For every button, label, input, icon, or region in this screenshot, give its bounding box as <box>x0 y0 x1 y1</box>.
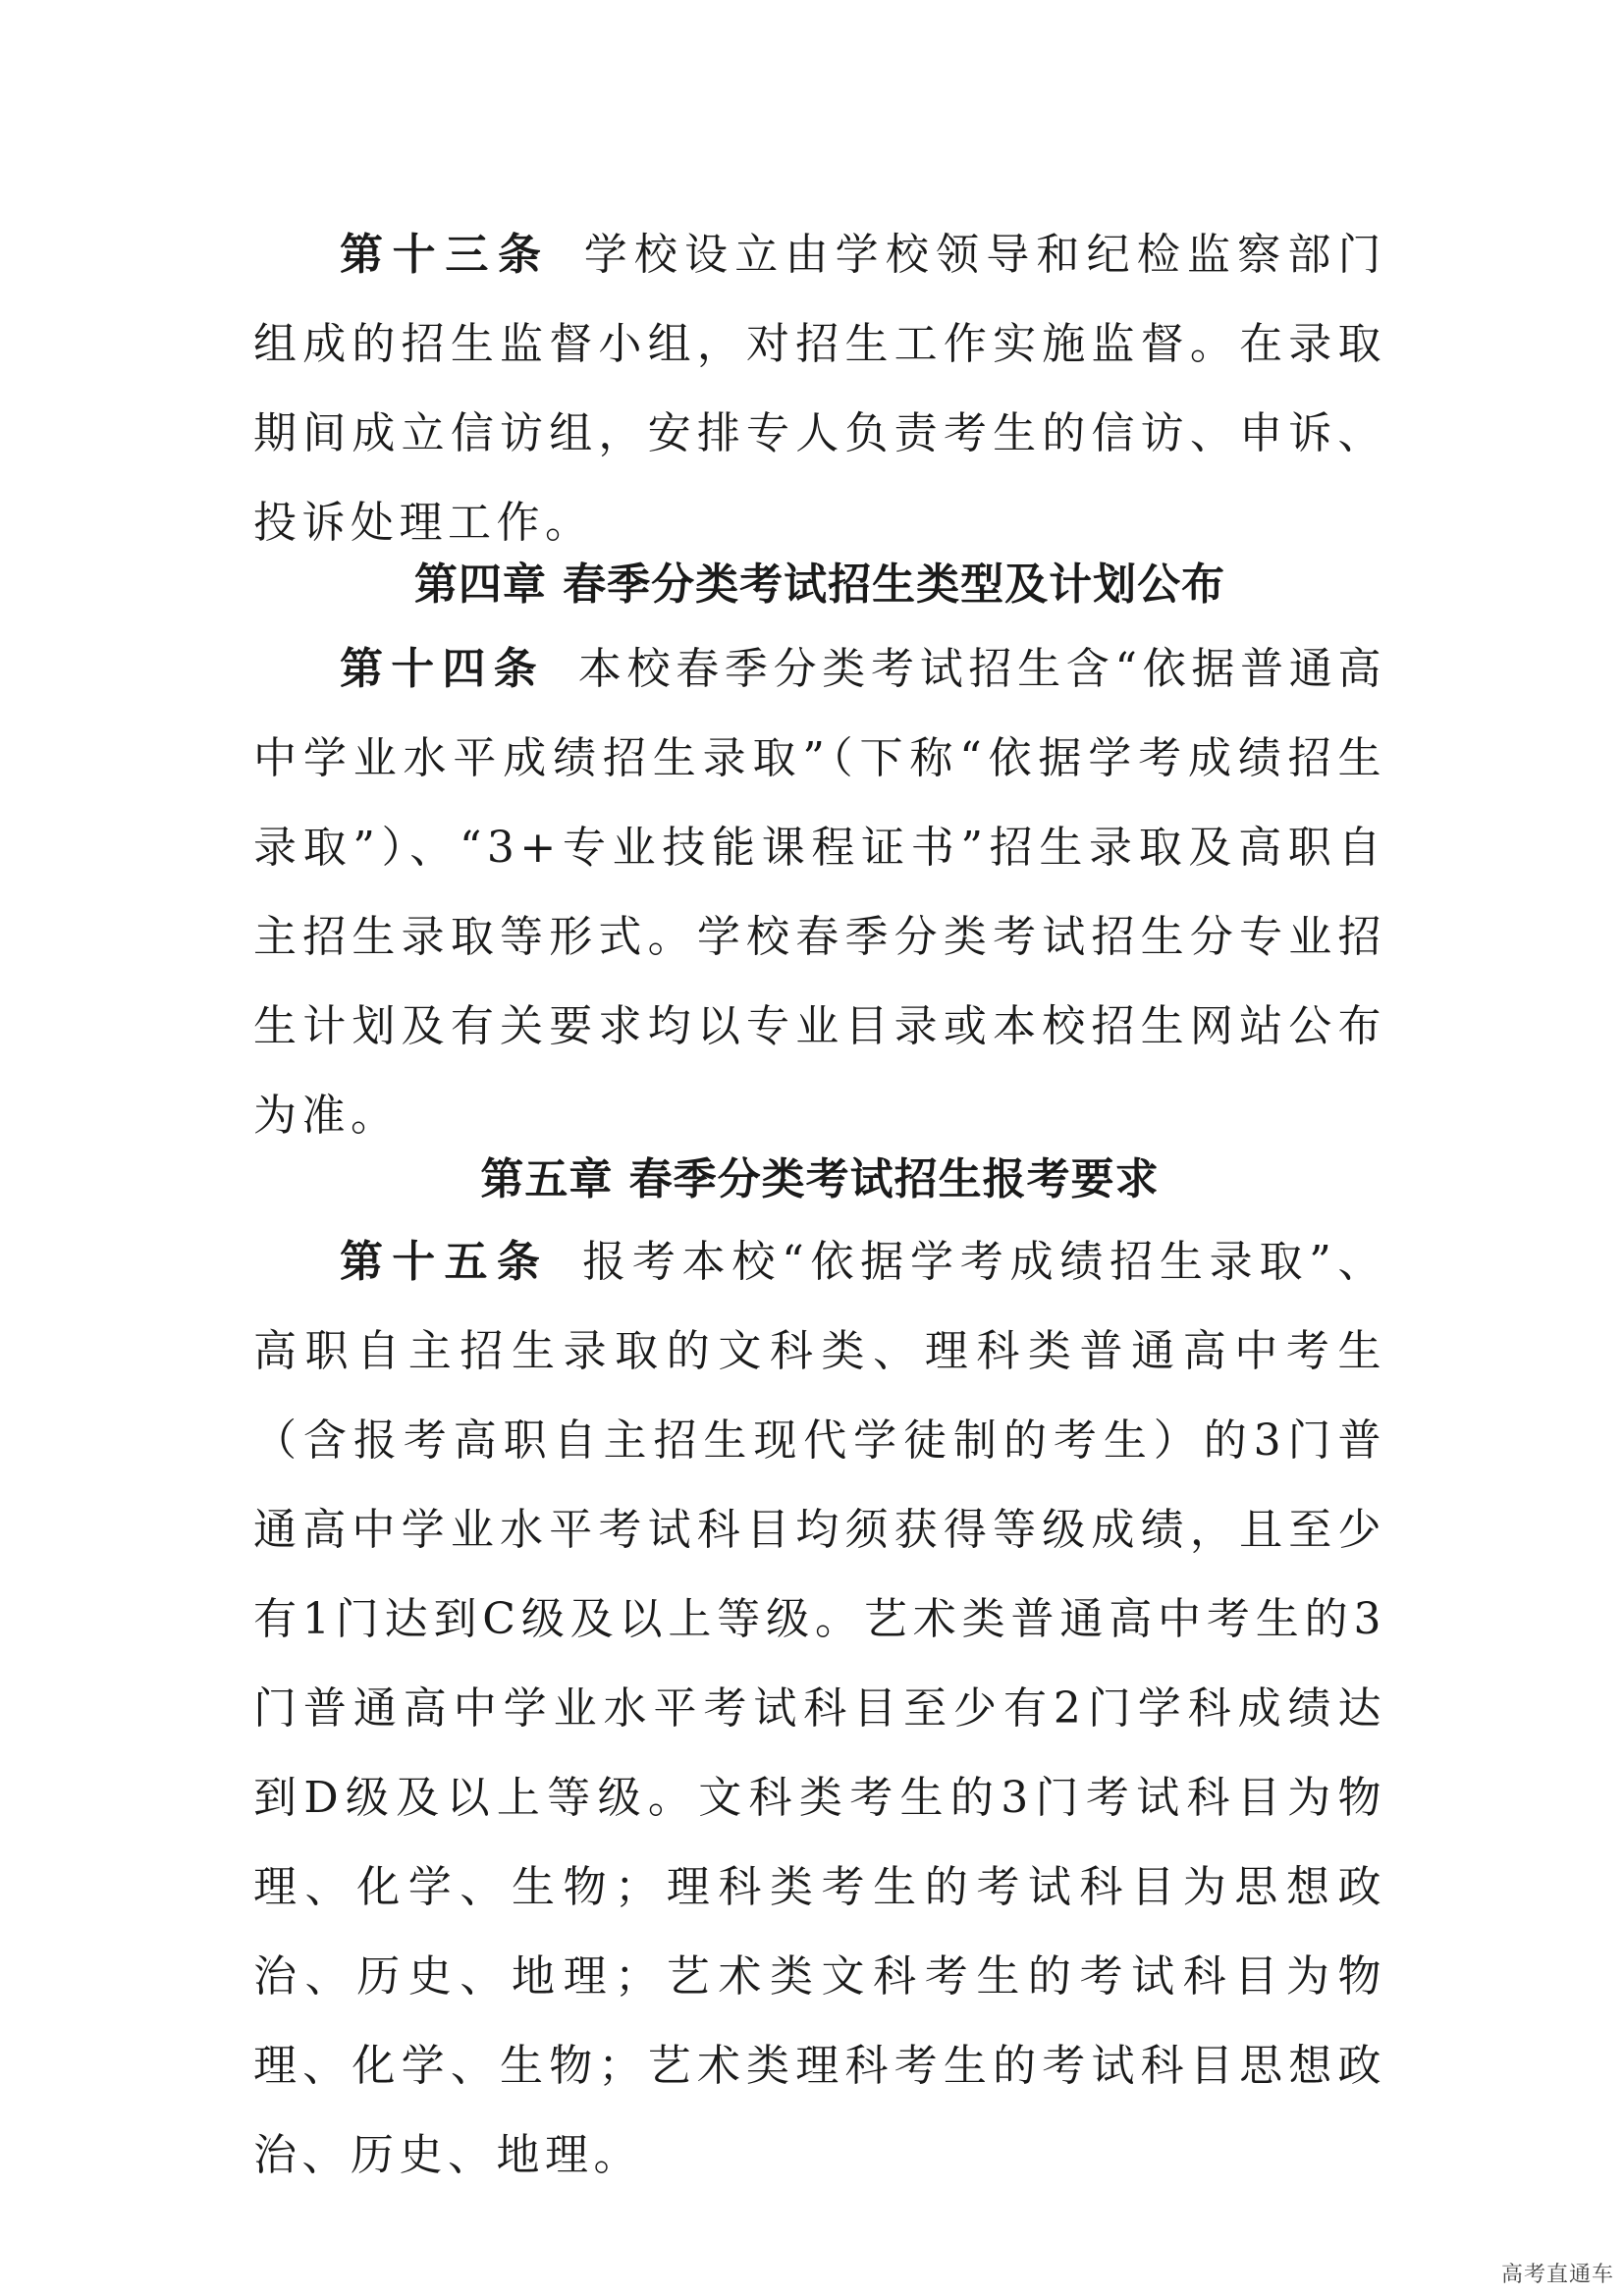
article-13-text: 学校设立由学校领导和纪检监察部门组成的招生监督小组，对招生工作实施监督。在录取期间成立信访组，安排专人负责考生的信访、申诉、投诉处理工作。 <box>253 230 1387 548</box>
article-14-number: 第十四条 <box>340 644 545 694</box>
watermark-text: 高考直通车 <box>1500 2263 1614 2287</box>
article-15-text: 报考本校“依据学考成绩招生录取”、高职自主招生录取的文科类、理科类普通高中考生（含报考高职自主招生现代学徒制的考生）的3门普通高中学业水平考试科目均须获得等级成绩，且至少有1门达到C级及以上等级。艺术类普通高中考生的3门普通高中学业水平考试科目至少有2门学科成绩达到D级及以上等级。文科类考生的3门考试科目为物理、化学、生物；理科类考生的考试科目为思想政治、历史、地理；艺术类文科考生的考试科目为物理、化学、生物；艺术类理科考生的考试科目思想政治、历史、地理。 <box>253 1237 1386 2180</box>
article-14 <box>253 624 1386 1160</box>
chapter-4-title: 第四章 春季分类考试招生类型及计划公布 <box>413 560 1226 610</box>
article-13-number: 第十三条 <box>340 230 551 280</box>
chapter-5-title: 第五章 春季分类考试招生报考要求 <box>480 1154 1160 1204</box>
article-15-number: 第十五条 <box>340 1237 550 1287</box>
article-13 <box>253 210 1386 567</box>
article-14-text: 本校春季分类考试招生含“依据普通高中学业水平成绩招生录取”（下称“依据学考成绩招生录取”）、“3+专业技能课程证书”招生录取及高职自主招生录取等形式。学校春季分类考试招生分专业招生计划及有关要求均以专业目录或本校招生网站公布为准。 <box>253 644 1387 1141</box>
article-15 <box>253 1217 1386 2200</box>
